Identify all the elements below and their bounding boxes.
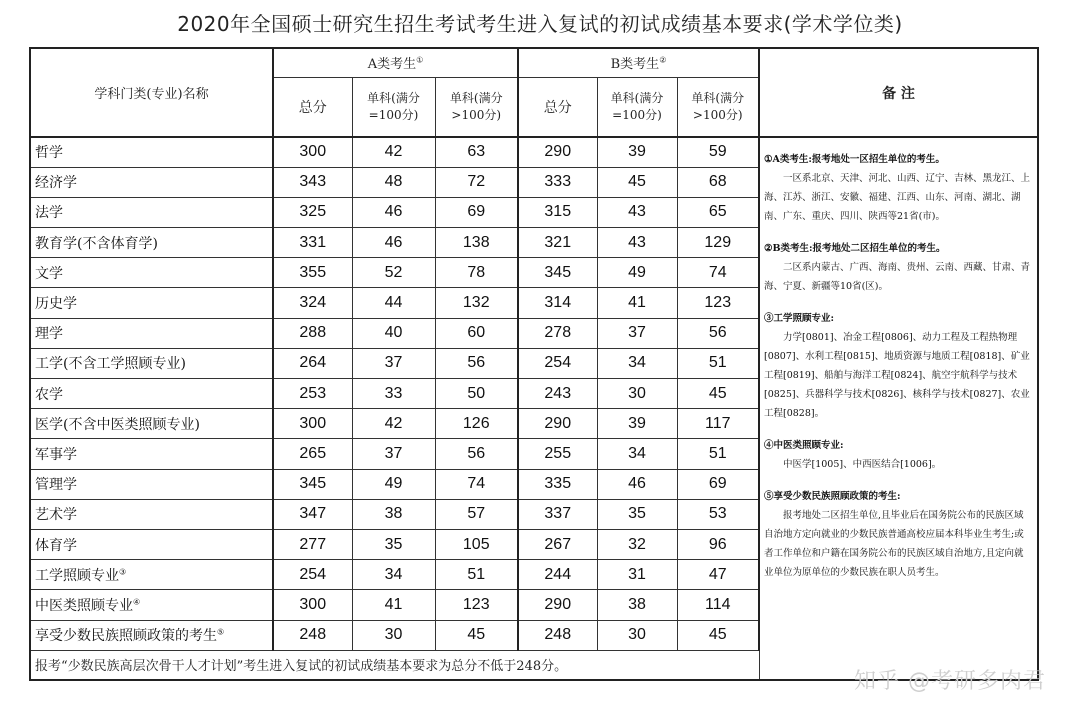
a-single-over-100-cell: 126: [435, 409, 518, 439]
b-single-over-100-cell: 45: [677, 620, 759, 650]
b-single-100-cell: 30: [597, 379, 677, 409]
subject-cell: [30, 620, 273, 650]
a-single-100-cell: 35: [352, 529, 435, 559]
page-title: 2020年全国硕士研究生招生考试考生进入复试的初试成绩基本要求(学术学位类): [177, 12, 903, 36]
a-total-score-cell: 300: [273, 137, 352, 167]
note-item: [764, 487, 1031, 582]
a-single-100-cell: 37: [352, 439, 435, 469]
a-single-over-100-cell: 78: [435, 258, 518, 288]
b-single-100-cell: 30: [597, 620, 677, 650]
note-heading: ③工学照顾专业:: [764, 313, 835, 324]
a-single-100-cell: 30: [352, 620, 435, 650]
b-total-score-cell: 254: [518, 348, 597, 378]
a-total-score-cell: 254: [273, 560, 352, 590]
b-single-over-100-cell: 51: [677, 348, 759, 378]
subject-cell: [30, 529, 273, 559]
b-single-100-cell: 49: [597, 258, 677, 288]
b-total-score-cell: 248: [518, 620, 597, 650]
b-single-over-100-cell: 68: [677, 167, 759, 197]
a-total-score-cell: 343: [273, 167, 352, 197]
a-total-score-cell: 264: [273, 348, 352, 378]
b-total-score-cell: 333: [518, 167, 597, 197]
a-single-over-100-cell: 69: [435, 197, 518, 227]
b-single-100-cell: 34: [597, 439, 677, 469]
b-single-100-cell: 34: [597, 348, 677, 378]
b-single-over-100-cell: 117: [677, 409, 759, 439]
a-single-over-100-cell: 132: [435, 288, 518, 318]
note-heading: ④中医类照顾专业:: [764, 440, 844, 451]
b-single-100-cell: 38: [597, 590, 677, 620]
note-item: [764, 239, 1031, 296]
a-single-100-cell: 46: [352, 228, 435, 258]
note-item: [764, 436, 1031, 474]
a-single-100-cell: 42: [352, 409, 435, 439]
subject-name: 军事学: [35, 446, 77, 463]
note-body: 一区系北京、天津、河北、山西、辽宁、吉林、黑龙江、上海、江苏、浙江、安徽、福建、江西、山东、河南、湖北、湖南、广东、重庆、四川、陕西等21省(市)。: [764, 173, 1031, 222]
a-total-score-cell: 277: [273, 529, 352, 559]
a-single-over-100-cell: 105: [435, 529, 518, 559]
group-b-label: B类考生: [610, 57, 660, 73]
a-total-score-cell: 248: [273, 620, 352, 650]
subject-name: 哲学: [35, 145, 63, 162]
a-total-score-cell: 300: [273, 590, 352, 620]
group-a-footnote-mark: ①: [416, 55, 424, 65]
subject-name: 农学: [35, 386, 63, 403]
a-total-score-cell: 347: [273, 499, 352, 529]
a-single-over-100-cell: 51: [435, 560, 518, 590]
subject-column-header: 学科门类(专业)名称: [30, 48, 273, 137]
b-single-over-100-cell: 56: [677, 318, 759, 348]
a-single-100-cell: 33: [352, 379, 435, 409]
subject-cell: [30, 258, 273, 288]
b-single-over-100-cell: 53: [677, 499, 759, 529]
b-single-100-header: 单科(满分=100分): [597, 77, 677, 137]
b-single-100-cell: 32: [597, 529, 677, 559]
a-single-100-cell: 44: [352, 288, 435, 318]
subject-name: 文学: [35, 265, 63, 282]
subject-cell: [30, 499, 273, 529]
footer-note: 报考“少数民族高层次骨干人才计划”考生进入复试的初试成绩基本要求为总分不低于248分。: [30, 650, 759, 680]
b-total-score-cell: 335: [518, 469, 597, 499]
b-total-score-cell: 244: [518, 560, 597, 590]
b-single-over-100-cell: 114: [677, 590, 759, 620]
subject-cell: [30, 288, 273, 318]
b-total-score-cell: 345: [518, 258, 597, 288]
remarks-notes: [759, 137, 1038, 680]
a-single-over-100-cell: 74: [435, 469, 518, 499]
a-total-score-cell: 288: [273, 318, 352, 348]
a-total-score-cell: 325: [273, 197, 352, 227]
b-total-score-cell: 290: [518, 137, 597, 167]
a-single-100-cell: 48: [352, 167, 435, 197]
a-single-100-cell: 49: [352, 469, 435, 499]
a-total-score-cell: 355: [273, 258, 352, 288]
b-total-header: 总分: [518, 77, 597, 137]
a-single-over-100-cell: 50: [435, 379, 518, 409]
b-total-score-cell: 290: [518, 409, 597, 439]
b-total-score-cell: 290: [518, 590, 597, 620]
b-single-100-cell: 43: [597, 197, 677, 227]
subject-name: 中医类照顾专业: [35, 597, 133, 614]
a-total-score-cell: 265: [273, 439, 352, 469]
footnote-mark: ⑤: [217, 627, 225, 637]
a-single-over-100-cell: 45: [435, 620, 518, 650]
a-single-100-cell: 52: [352, 258, 435, 288]
note-item: [764, 150, 1031, 226]
subject-cell: [30, 560, 273, 590]
subject-name: 经济学: [35, 175, 77, 192]
b-total-score-cell: 337: [518, 499, 597, 529]
subject-cell: [30, 409, 273, 439]
footnote-mark: ④: [133, 597, 141, 607]
a-single-over-100-cell: 56: [435, 348, 518, 378]
a-single-over-100-cell: 56: [435, 439, 518, 469]
note-body: 二区系内蒙古、广西、海南、贵州、云南、西藏、甘肃、青海、宁夏、新疆等10省(区)。: [764, 262, 1031, 292]
b-total-score-cell: 315: [518, 197, 597, 227]
b-single-over-100-cell: 129: [677, 228, 759, 258]
a-total-header: 总分: [273, 77, 352, 137]
note-heading: ①A类考生:报考地处一区招生单位的考生。: [764, 154, 945, 165]
b-single-over-100-cell: 74: [677, 258, 759, 288]
b-single-over-100-cell: 96: [677, 529, 759, 559]
b-total-score-cell: 267: [518, 529, 597, 559]
a-single-over-100-cell: 72: [435, 167, 518, 197]
a-single-over-100-cell: 123: [435, 590, 518, 620]
subject-name: 享受少数民族照顾政策的考生: [35, 628, 217, 645]
a-single-100-cell: 37: [352, 348, 435, 378]
subject-name: 工学(不含工学照顾专业): [35, 356, 186, 373]
subject-cell: [30, 228, 273, 258]
a-total-score-cell: 300: [273, 409, 352, 439]
note-item: [764, 309, 1031, 423]
subject-cell: [30, 379, 273, 409]
b-single-100-cell: 43: [597, 228, 677, 258]
b-single-100-cell: 39: [597, 137, 677, 167]
subject-name: 理学: [35, 326, 63, 343]
note-heading: ②B类考生:报考地处二区招生单位的考生。: [764, 243, 946, 254]
subject-name: 历史学: [35, 296, 77, 313]
b-single-100-cell: 31: [597, 560, 677, 590]
subject-cell: [30, 439, 273, 469]
a-total-score-cell: 324: [273, 288, 352, 318]
a-single-100-cell: 42: [352, 137, 435, 167]
b-total-score-cell: 314: [518, 288, 597, 318]
subject-cell: [30, 167, 273, 197]
group-a-label: A类考生: [367, 57, 417, 73]
a-total-score-cell: 345: [273, 469, 352, 499]
group-b-footnote-mark: ②: [659, 55, 667, 65]
group-b-header: [518, 48, 759, 77]
subject-name: 法学: [35, 205, 63, 222]
subject-cell: [30, 590, 273, 620]
subject-name: 艺术学: [35, 507, 77, 524]
note-heading: ⑤享受少数民族照顾政策的考生:: [764, 491, 901, 502]
b-single-100-cell: 46: [597, 469, 677, 499]
subject-name: 管理学: [35, 477, 77, 494]
b-total-score-cell: 321: [518, 228, 597, 258]
a-total-score-cell: 253: [273, 379, 352, 409]
subject-name: 教育学(不含体育学): [35, 235, 158, 252]
a-single-over-100-cell: 63: [435, 137, 518, 167]
a-single-over-100-cell: 57: [435, 499, 518, 529]
note-body: 中医学[1005]、中西医结合[1006]。: [783, 459, 942, 470]
b-single-over-100-cell: 47: [677, 560, 759, 590]
note-body: 力学[0801]、冶金工程[0806]、动力工程及工程热物理[0807]、水利工程[0815]、地质资源与地质工程[0818]、矿业工程[0819]、船舶与海洋工程[0824]、航空宇航科学与技术[0825]、兵器科学与技术[0826]、核科学与技术[0827]、农业工程[0828]。: [764, 332, 1030, 419]
subject-cell: [30, 318, 273, 348]
b-single-100-cell: 35: [597, 499, 677, 529]
a-single-100-cell: 38: [352, 499, 435, 529]
note-body: 报考地处二区招生单位,且毕业后在国务院公布的民族区域自治地方定向就业的少数民族普通高校应届本科毕业生考生;或者工作单位和户籍在国务院公布的民族区域自治地方,且定向就业单位为原单位的少数民族在职人员考生。: [764, 510, 1024, 578]
b-single-100-cell: 41: [597, 288, 677, 318]
b-total-score-cell: 255: [518, 439, 597, 469]
b-total-score-cell: 243: [518, 379, 597, 409]
a-single-over-100-header: 单科(满分>100分): [435, 77, 518, 137]
subject-cell: [30, 137, 273, 167]
a-single-100-cell: 41: [352, 590, 435, 620]
b-single-over-100-cell: 69: [677, 469, 759, 499]
a-single-over-100-cell: 138: [435, 228, 518, 258]
subject-cell: [30, 469, 273, 499]
b-single-over-100-cell: 123: [677, 288, 759, 318]
subject-name: 工学照顾专业: [35, 567, 119, 584]
subject-name: 体育学: [35, 537, 77, 554]
footnote-mark: ③: [119, 567, 127, 577]
a-single-100-cell: 40: [352, 318, 435, 348]
a-single-100-header: 单科(满分=100分): [352, 77, 435, 137]
b-single-over-100-cell: 59: [677, 137, 759, 167]
b-single-over-100-header: 单科(满分>100分): [677, 77, 759, 137]
subject-cell: [30, 197, 273, 227]
b-single-100-cell: 37: [597, 318, 677, 348]
a-single-over-100-cell: 60: [435, 318, 518, 348]
b-single-over-100-cell: 51: [677, 439, 759, 469]
a-single-100-cell: 46: [352, 197, 435, 227]
subject-cell: [30, 348, 273, 378]
score-requirements-table: [29, 47, 1039, 681]
remarks-header: 备 注: [759, 48, 1038, 137]
group-a-header: [273, 48, 518, 77]
table-row: [30, 137, 1038, 167]
watermark: 知乎 @考研多肉君: [854, 669, 1046, 694]
subject-name: 医学(不含中医类照顾专业): [35, 416, 200, 433]
b-total-score-cell: 278: [518, 318, 597, 348]
a-single-100-cell: 34: [352, 560, 435, 590]
b-single-100-cell: 39: [597, 409, 677, 439]
b-single-100-cell: 45: [597, 167, 677, 197]
b-single-over-100-cell: 65: [677, 197, 759, 227]
a-total-score-cell: 331: [273, 228, 352, 258]
b-single-over-100-cell: 45: [677, 379, 759, 409]
